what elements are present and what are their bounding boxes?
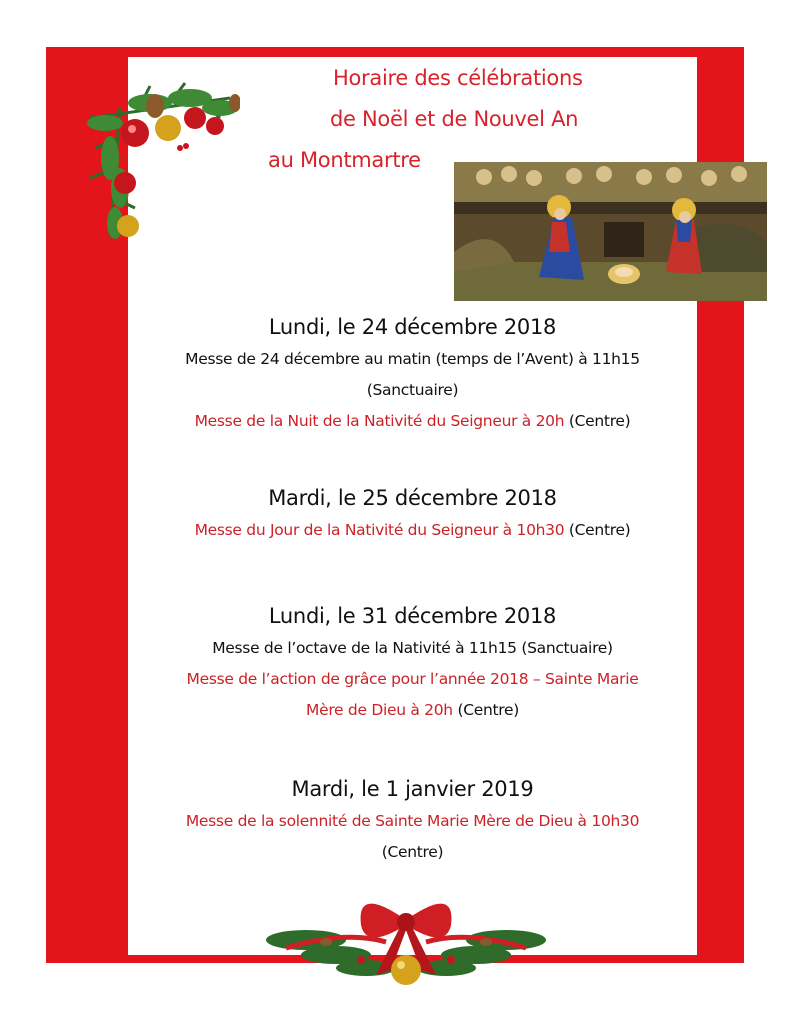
service-location: (Centre) [381,843,444,861]
service-line: (Sanctuaire) [366,381,459,399]
section-dec-31 [128,601,697,726]
service-location: (Centre) [564,412,631,430]
service-line: Messe de l’octave de la Nativité à 11h15 (Sanctuaire) [212,639,613,657]
section-heading: Lundi, le 24 décembre 2018 [268,315,557,339]
nativity-painting [454,162,767,301]
section-heading: Mardi, le 1 janvier 2019 [291,777,534,801]
nativity-painting-icon [454,162,767,301]
service-highlight: Messe de la Nuit de la Nativité du Seigneur à 20h [194,412,565,430]
service-location: (Centre) [564,521,631,539]
service-line: Messe de 24 décembre au matin (temps de l’Avent) à 11h15 [185,350,640,368]
christmas-bow-ornament-icon [266,880,546,990]
title-line-1: Horaire des célébrations [333,66,583,90]
service-location: (Centre) [452,701,519,719]
section-jan-1 [128,774,697,868]
section-dec-25 [128,483,697,546]
title-line-2: de Noël et de Nouvel An [330,107,579,131]
service-highlight: Mère de Dieu à 20h [306,701,453,719]
section-dec-24 [128,312,697,437]
section-heading: Lundi, le 31 décembre 2018 [268,604,557,628]
service-highlight: Messe du Jour de la Nativité du Seigneur à 10h30 [194,521,565,539]
service-highlight: Messe de la solennité de Sainte Marie Mère de Dieu à 10h30 [185,812,640,830]
section-heading: Mardi, le 25 décembre 2018 [268,486,557,510]
title-line-3: au Montmartre [268,148,421,172]
christmas-ornament-corner-icon [80,78,240,243]
service-highlight: Messe de l’action de grâce pour l’année 2018 – Sainte Marie [186,670,639,688]
